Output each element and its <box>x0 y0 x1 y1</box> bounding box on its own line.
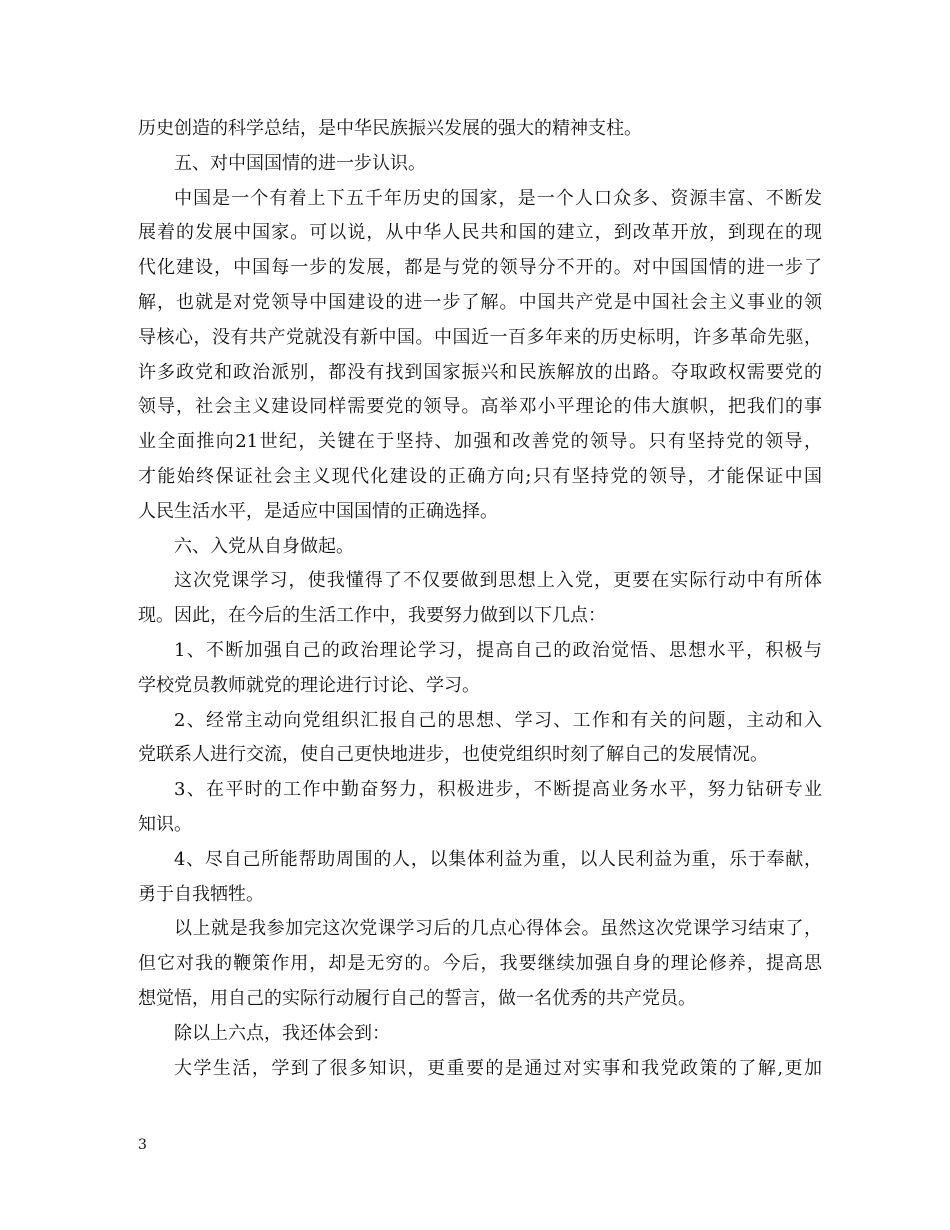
list-item-1 <box>138 634 822 704</box>
text-line: 领导，社会主义建设同样需要党的领导。高举邓小平理论的伟大旗帜，把我们的事 <box>138 396 822 418</box>
text-line: 许多政党和政治派别，都没有找到国家振兴和民族解放的出路。夺取政权需要党的 <box>138 361 822 383</box>
text-line: 人民生活水平，是适应中国国情的正确选择。 <box>138 500 498 522</box>
section-heading-five <box>138 147 822 182</box>
list-item-3 <box>138 773 822 843</box>
text-line: 这次党课学习，使我懂得了不仅要做到思想上入党，更要在实际行动中有所体 <box>174 570 822 592</box>
paragraph-party-lesson <box>138 564 822 634</box>
text-line: 但它对我的鞭策作用，却是无穷的。今后，我要继续加强自身的理论修养，提高思 <box>138 953 822 975</box>
text-line: 2、经常主动向党组织汇报自己的思想、学习、工作和有关的问题，主动和入 <box>174 709 822 731</box>
list-item-4 <box>138 843 822 913</box>
section-heading-six <box>138 530 822 565</box>
text-line: 想觉悟，用自己的实际行动履行自己的誓言，做一名优秀的共产党员。 <box>138 987 696 1009</box>
text-line: 除以上六点，我还体会到： <box>174 1022 390 1044</box>
text-line: 才能始终保证社会主义现代化建设的正确方向;只有坚持党的领导，才能保证中国 <box>138 465 822 487</box>
text-line: 学校党员教师就党的理论进行讨论、学习。 <box>138 674 480 696</box>
text-line: 3、在平时的工作中勤奋努力，积极进步，不断提高业务水平，努力钻研专业 <box>174 779 822 801</box>
paragraph-china-conditions <box>138 182 822 530</box>
paragraph-besides <box>138 1017 822 1052</box>
paragraph-conclusion <box>138 912 822 1016</box>
text-line: 导核心，没有共产党就没有新中国。中国近一百多年来的历史标明，许多革命先驱， <box>138 326 822 348</box>
text-line: 六、入党从自身做起。 <box>174 535 354 557</box>
text-line: 历史创造的科学总结，是中华民族振兴发展的强大的精神支柱。 <box>138 118 642 139</box>
text-line: 解，也就是对党领导中国建设的进一步了解。中国共产党是中国社会主义事业的领 <box>138 291 822 313</box>
paragraph-university <box>138 1052 822 1087</box>
text-line: 勇于自我牺牲。 <box>138 883 264 905</box>
list-item-2 <box>138 704 822 774</box>
text-line: 代化建设，中国每一步的发展，都是与党的领导分不开的。对中国国情的进一步了 <box>138 257 822 279</box>
text-line: 业全面推向21世纪，关键在于坚持、加强和改善党的领导。只有坚持党的领导， <box>138 431 822 453</box>
text-line: 现。因此，在今后的生活工作中，我要努力做到以下几点： <box>138 605 606 627</box>
text-line: 以上就是我参加完这次党课学习后的几点心得体会。虽然这次党课学习结束了， <box>174 918 822 940</box>
text-line: 党联系人进行交流，使自己更快地进步，也使党组织时刻了解自己的发展情况。 <box>138 744 768 766</box>
text-line: 展着的发展中国家。可以说，从中华人民共和国的建立，到改革开放，到现在的现 <box>138 222 822 244</box>
page-number: 3 <box>138 1137 147 1153</box>
text-line: 1、不断加强自己的政治理论学习，提高自己的政治觉悟、思想水平，积极与 <box>174 639 822 661</box>
text-line: 中国是一个有着上下五千年历史的国家，是一个人口众多、资源丰富、不断发 <box>174 187 822 209</box>
text-line: 五、对中国国情的进一步认识。 <box>174 152 426 174</box>
text-line: 4、尽自己所能帮助周围的人，以集体利益为重，以人民利益为重，乐于奉献， <box>174 848 822 870</box>
paragraph-continued-summary <box>138 112 822 147</box>
text-line: 知识。 <box>138 813 192 835</box>
text-line: 大学生活，学到了很多知识，更重要的是通过对实事和我党政策的了解,更加 <box>174 1057 822 1079</box>
document-body <box>138 112 822 1086</box>
